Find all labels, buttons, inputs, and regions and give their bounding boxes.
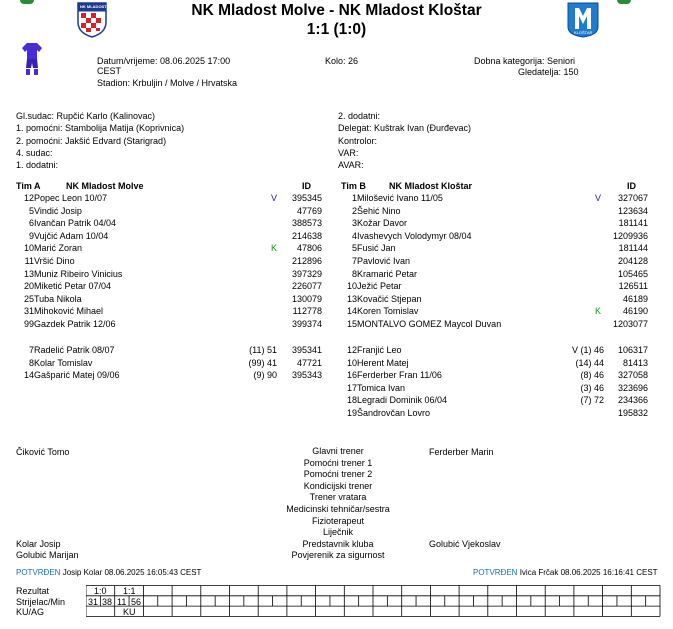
player-name: Marić Zoran bbox=[34, 243, 83, 254]
sub-name: Gašparić Matej 09/06 bbox=[34, 370, 120, 381]
official-left-line: 2. pomoćni: Jakšić Edvard (Starigrad) bbox=[16, 135, 167, 146]
home-head-coach: Čiković Tomo bbox=[16, 447, 70, 457]
captain-mark: K bbox=[595, 306, 602, 317]
player-id: 181141 bbox=[618, 218, 648, 229]
player-number: 10 bbox=[346, 281, 357, 292]
sub-number: 16 bbox=[346, 370, 357, 381]
home-crest-text: NK MLADOST bbox=[80, 4, 107, 9]
player-name: Muniz Ribeiro Vinicius bbox=[34, 268, 123, 279]
player-number: 10 bbox=[23, 243, 34, 254]
sub-id: 327058 bbox=[617, 370, 648, 381]
player-name: Tuba Nikola bbox=[34, 293, 82, 304]
sub-id: 395341 bbox=[291, 345, 322, 355]
player-id: 123634 bbox=[617, 205, 648, 216]
staff-role: Pomoćni trener 1 bbox=[303, 457, 373, 468]
sub-name: Šandrovčan Lovro bbox=[357, 408, 431, 418]
match-datetime: Datum/vrijeme: 08.06.2025 17:00 bbox=[97, 56, 231, 66]
official-left-line: 1. dodatni: bbox=[16, 160, 59, 171]
player-id: 397329 bbox=[291, 268, 322, 279]
confirm-left-label: POTVRĐEN bbox=[16, 568, 61, 577]
match-timezone: CEST bbox=[97, 66, 122, 76]
team-b-id-header: ID bbox=[627, 181, 636, 191]
confirm-right-label: POTVRĐEN bbox=[473, 568, 518, 577]
sub-info: (14) 44 bbox=[575, 357, 604, 368]
player-id: 47769 bbox=[296, 205, 322, 216]
confirm-right bbox=[473, 568, 658, 577]
goalkeeper-mark: V bbox=[595, 193, 602, 203]
staff-role: Trener vratara bbox=[309, 492, 367, 503]
goal-1-minute: 38 bbox=[102, 597, 113, 607]
player-name: Koren Tomislav bbox=[357, 306, 419, 317]
sub-name: Herent Matej bbox=[357, 357, 409, 368]
player-number: 5 bbox=[351, 243, 357, 254]
player-id: 204128 bbox=[617, 256, 648, 266]
kit-icon bbox=[21, 42, 43, 78]
goal-2-score: 1:1 bbox=[123, 586, 136, 596]
match-score: 1:1 (1:0) bbox=[306, 21, 367, 38]
player-id: 212896 bbox=[291, 256, 322, 266]
player-number: 7 bbox=[351, 256, 357, 266]
player-name: Ježić Petar bbox=[357, 281, 402, 292]
goal-1-player: 31 bbox=[88, 597, 99, 607]
player-number: 6 bbox=[28, 218, 34, 229]
confirm-left bbox=[16, 568, 201, 577]
player-id: 1203077 bbox=[612, 319, 648, 329]
staff-role: Pomoćni trener 2 bbox=[303, 469, 373, 480]
staff-role: Glavni trener bbox=[312, 446, 364, 456]
sub-number: 10 bbox=[346, 357, 357, 368]
goalkeeper-mark: V bbox=[271, 193, 278, 203]
home-club-rep: Kolar Josip bbox=[16, 539, 61, 549]
results-label-strijelac: Strijelac/Min bbox=[16, 597, 66, 607]
player-id: 130079 bbox=[291, 293, 322, 304]
staff-role: Predstavnik kluba bbox=[302, 538, 374, 549]
official-right-line: Kontrolor: bbox=[338, 135, 378, 146]
player-id: 388573 bbox=[291, 218, 322, 229]
player-number: 13 bbox=[346, 293, 357, 304]
sub-number: 17 bbox=[346, 382, 357, 393]
player-name: Fusić Jan bbox=[357, 243, 396, 254]
sub-name: Ferderber Fran 11/06 bbox=[357, 370, 442, 381]
player-name: Milošević Ivano 11/05 bbox=[357, 193, 443, 203]
player-name: Ivashevych Volodymyr 08/04 bbox=[357, 230, 472, 241]
player-name: Šehić Nino bbox=[357, 205, 401, 216]
home-security: Golubić Marijan bbox=[16, 550, 79, 560]
captain-mark: K bbox=[271, 243, 278, 254]
team-a-name: NK Mladost Molve bbox=[66, 181, 144, 191]
sub-number: 12 bbox=[346, 345, 357, 355]
player-number: 3 bbox=[351, 218, 357, 229]
sub-id: 234366 bbox=[617, 395, 648, 406]
results-label-kuag: KU/AG bbox=[16, 607, 45, 617]
sub-id: 195832 bbox=[617, 408, 648, 418]
player-number: 9 bbox=[28, 230, 34, 241]
official-right-line: Delegat: Kuštrak Ivan (Đurđevac) bbox=[338, 123, 472, 134]
player-name: Popec Leon 10/07 bbox=[34, 193, 108, 203]
player-id: 226077 bbox=[291, 281, 322, 292]
staff-role: Povjerenik za sigurnost bbox=[291, 550, 385, 561]
sub-id: 395343 bbox=[291, 370, 322, 381]
player-id: 327067 bbox=[617, 193, 648, 203]
away-crest-text: KLOŠTAR bbox=[574, 30, 593, 35]
player-id: 399374 bbox=[291, 319, 322, 329]
match-attendance: Gledatelja: 150 bbox=[518, 67, 579, 77]
team-a-label: Tim A bbox=[16, 181, 41, 191]
goal-2-ku: KU bbox=[123, 607, 136, 617]
sub-number: 8 bbox=[28, 357, 34, 368]
sub-number: 19 bbox=[346, 408, 357, 418]
player-name: Kramarić Petar bbox=[357, 268, 418, 279]
player-name: Gazdek Patrik 12/06 bbox=[34, 319, 116, 329]
player-number: 14 bbox=[346, 306, 357, 317]
player-id: 126511 bbox=[618, 281, 648, 292]
sub-id: 47721 bbox=[296, 357, 322, 368]
sub-name: Kolar Tomislav bbox=[34, 357, 93, 368]
match-category: Dobna kategorija: Seniori bbox=[474, 56, 576, 66]
player-number: 13 bbox=[23, 268, 34, 279]
sub-number: 18 bbox=[346, 395, 357, 406]
player-number: 12 bbox=[23, 193, 34, 203]
sub-number: 7 bbox=[28, 345, 34, 355]
player-name: Vujčić Adam 10/04 bbox=[34, 230, 109, 241]
player-number: 4 bbox=[351, 230, 357, 241]
staff-role: Medicinski tehničar/sestra bbox=[286, 504, 390, 514]
sub-id: 106317 bbox=[617, 345, 648, 355]
staff-role: Liječnik bbox=[322, 527, 353, 538]
player-name: MONTALVO GOMEZ Maycol Duvan bbox=[357, 319, 502, 329]
confirm-right-text: Ivica Frčak 08.06.2025 16:16:41 CEST bbox=[519, 568, 658, 577]
sub-info: (11) 51 bbox=[249, 345, 277, 355]
player-name: Vršić Dino bbox=[34, 256, 75, 266]
player-name: Kovačić Stjepan bbox=[357, 293, 422, 304]
sub-name: Tomica Ivan bbox=[357, 382, 406, 393]
player-number: 2 bbox=[351, 205, 357, 216]
official-right-line: 2. dodatni: bbox=[338, 111, 381, 121]
player-number: 5 bbox=[28, 205, 34, 216]
sub-id: 81413 bbox=[622, 357, 648, 368]
sub-id: 323696 bbox=[617, 382, 648, 393]
player-name: Pavlović Ivan bbox=[357, 256, 411, 266]
player-id: 105465 bbox=[617, 268, 648, 279]
official-left-line: Gl.sudac: Rupčić Karlo (Kalinovac) bbox=[16, 111, 156, 121]
sub-name: Radelić Patrik 08/07 bbox=[34, 345, 115, 355]
official-right-line: VAR: bbox=[338, 147, 359, 158]
player-id: 395345 bbox=[291, 193, 322, 203]
player-id: 46189 bbox=[622, 293, 648, 304]
staff-role: Kondicijski trener bbox=[303, 480, 373, 491]
team-b-name: NK Mladost Kloštar bbox=[389, 181, 473, 191]
sub-info: V (1) 46 bbox=[571, 345, 604, 355]
player-number: 20 bbox=[23, 281, 34, 292]
sub-name: Legradi Dominik 06/04 bbox=[357, 395, 448, 406]
confirm-left-text: Josip Kolar 08.06.2025 16:05:43 CEST bbox=[62, 568, 202, 577]
match-stadium: Stadion: Krbuljin / Molve / Hrvatska bbox=[97, 78, 238, 88]
goal-2-minute: 56 bbox=[131, 597, 142, 607]
player-name: Mihoković Mihael bbox=[34, 306, 104, 317]
results-label-rezultat: Rezultat bbox=[16, 586, 50, 596]
sub-name: Franjić Leo bbox=[357, 345, 402, 355]
team-a-id-header: ID bbox=[302, 181, 311, 191]
official-left-line: 4. sudac: bbox=[16, 147, 53, 158]
player-id: 47806 bbox=[296, 243, 322, 254]
player-number: 8 bbox=[351, 268, 357, 279]
sub-info: (7) 72 bbox=[580, 395, 604, 406]
player-name: Ivančan Patrik 04/04 bbox=[34, 218, 117, 229]
sub-info: (8) 46 bbox=[580, 370, 604, 381]
match-round: Kolo: 26 bbox=[325, 56, 359, 66]
player-number: 1 bbox=[351, 193, 357, 203]
player-id: 1209936 bbox=[612, 230, 648, 241]
goal-2-player: 11 bbox=[117, 597, 127, 607]
away-head-coach: Ferderber Marin bbox=[429, 447, 494, 457]
sub-info: (99) 41 bbox=[248, 357, 277, 368]
away-club-rep: Golubić Vjekoslav bbox=[429, 539, 501, 549]
player-id: 46190 bbox=[622, 306, 648, 317]
player-name: Kožar Davor bbox=[357, 218, 408, 229]
sub-info: (9) 90 bbox=[253, 370, 277, 381]
player-number: 99 bbox=[23, 319, 34, 329]
player-name: Vindić Josip bbox=[34, 205, 82, 216]
player-id: 214638 bbox=[291, 230, 322, 241]
match-title: NK Mladost Molve - NK Mladost Kloštar bbox=[191, 2, 482, 19]
sub-number: 14 bbox=[23, 370, 34, 381]
sub-info: (3) 46 bbox=[580, 382, 604, 393]
staff-role: Fizioterapeut bbox=[311, 515, 365, 526]
team-b-label: Tim B bbox=[341, 181, 366, 191]
player-number: 31 bbox=[23, 306, 34, 317]
official-right-line: AVAR: bbox=[338, 160, 364, 171]
player-id: 181144 bbox=[618, 243, 648, 254]
player-number: 11 bbox=[24, 256, 34, 266]
player-number: 25 bbox=[23, 293, 34, 304]
goal-1-score: 1:0 bbox=[94, 586, 107, 596]
player-id: 112778 bbox=[292, 306, 322, 317]
player-name: Miketić Petar 07/04 bbox=[34, 281, 112, 292]
player-number: 15 bbox=[346, 319, 357, 329]
official-left-line: 1. pomoćni: Stambolija Matija (Koprivnica) bbox=[16, 123, 185, 134]
